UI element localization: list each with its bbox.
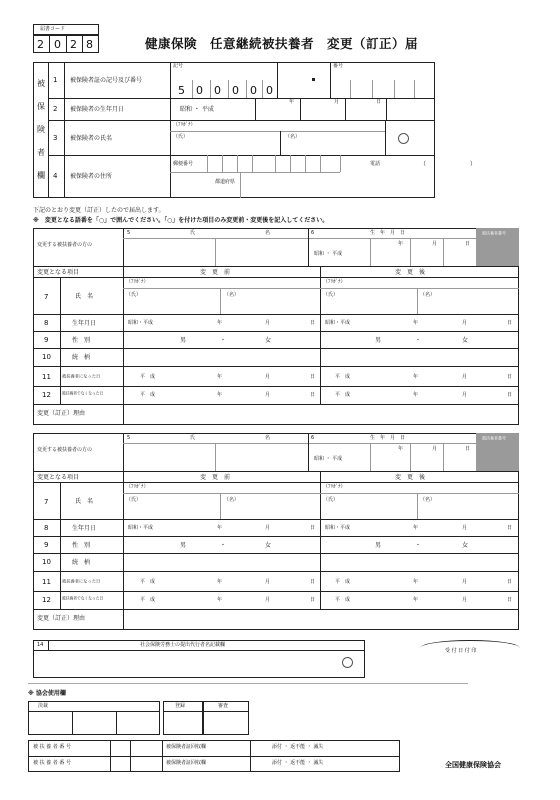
stamp-label: 受 付 日 付 印 [445,648,477,654]
day-label: 日 [507,597,513,603]
organization-name: 全国健康保険協会 [445,761,501,769]
return-options: 添付 ・ 返不能 ・ 滅失 [272,744,324,750]
tel-paren-close: ） [470,161,477,168]
row-number: 2 [53,105,58,113]
surname-label: （氏） [126,292,142,298]
female-option[interactable]: 女 [265,542,272,549]
male-option[interactable]: 男 [375,542,382,549]
tel-paren-open: （ [420,161,427,168]
ceased-dependent-label: 被扶養者でなくなった日 [62,596,104,601]
birth-row-label: 生年月日 [72,525,97,532]
year-label: 年 [217,392,223,398]
year-label: 年 [413,392,419,398]
era-label: 平 成 [335,579,351,585]
day-label: 日 [376,99,382,105]
mei-label: 名 [265,230,271,236]
female-option[interactable]: 女 [462,542,469,549]
year-label: 年 [217,320,223,326]
dependent-block-1 [33,228,519,425]
surname-label: （氏） [323,497,339,503]
insured-side-char: 被 [37,79,45,88]
row-number: 3 [53,134,58,142]
furigana-label: （ﾌﾘｶﾞﾅ） [126,279,149,285]
era-options: 昭和・平成 [128,525,154,531]
form-code-digit: 2 [70,38,77,51]
furigana-label: （ﾌﾘｶﾞﾅ） [126,484,149,490]
after-label: 変 更 後 [395,474,426,481]
insured-number-digit: 0 [214,84,221,97]
dependent-number-label: 被扶養者番号 [482,231,507,236]
item-label: 変更となる項目 [37,269,80,276]
card-return-label: 被保険者証回収欄 [166,744,207,750]
name-label: 氏 名 [75,293,94,300]
prefecture-label: 都道府県 [215,179,236,185]
surname-label: （氏） [173,134,189,140]
who-label: 変更する被扶養者の方の [37,242,93,248]
era-options: 昭和 ・ 平成 [180,106,214,113]
row-number: 8 [44,319,49,327]
became-dependent-label: 被扶養者になった日 [62,374,101,380]
ceased-dependent-label: 被扶養者でなくなった日 [62,391,104,396]
gender-sep: ・ [220,337,227,344]
era-label: 平 成 [140,579,156,585]
gender-sep: ・ [415,542,422,549]
postal-label: 郵便番号 [173,161,194,167]
insured-number-digit: 5 [178,84,185,97]
month-label: 月 [462,320,468,326]
day-label: 日 [310,579,316,585]
row-number: 7 [44,498,49,506]
return-options: 添付 ・ 返不能 ・ 滅失 [272,760,324,766]
insured-number-digit: 0 [266,84,273,97]
row-number: 8 [44,524,49,532]
insured-number-digit: 0 [232,84,239,97]
era-options: 昭和・平成 [325,525,351,531]
before-label: 変 更 前 [200,269,231,276]
bango-label: 番号 [333,63,344,69]
year-label: 年 [413,579,419,585]
seal-mark-icon [342,657,353,668]
insured-side-char: 者 [37,148,45,157]
era-options: 昭和・平成 [128,320,154,326]
era-label: 平 成 [140,374,156,380]
n5-label: 5 [127,230,131,236]
month-label: 月 [462,525,468,531]
female-option[interactable]: 女 [265,337,272,344]
month-label: 月 [265,392,271,398]
page-title: 健康保険 任意継続被扶養者 変更（訂正）届 [145,36,419,51]
furigana-label: （ﾌﾘｶﾞﾅ） [323,484,346,490]
shi-label: 氏 [190,435,196,441]
month-label: 月 [432,241,438,247]
shi-label: 氏 [190,230,196,236]
instruction-line-2: ※ 変更となる語番を「○」で囲んでください。「○」を付けた項目のみ変更前・変更後を記入してください。 [33,217,329,224]
dependent-block-2 [33,433,519,630]
given-name-label: （名） [224,292,240,298]
gender-sep: ・ [415,337,422,344]
gender-sep: ・ [220,542,227,549]
association-title: ※ 協会使用欄 [28,690,66,697]
year-label: 年 [289,99,295,105]
day-label: 日 [507,320,513,326]
insured-number-digit: 0 [196,84,203,97]
birth-label: 生 年 月 日 [370,435,406,441]
given-name-label: （名） [285,134,301,140]
birth-label: 生 年 月 日 [370,230,406,236]
month-label: 月 [265,597,271,603]
reason-label: 変更（訂正）理由 [37,615,86,622]
dependent-number-label: 被扶養者番号 [482,436,507,441]
era-label: 平 成 [335,374,351,380]
row-number: 4 [53,172,58,180]
given-name-label: （名） [420,292,436,298]
reason-label: 変更（訂正）理由 [37,410,86,417]
n6-label: 6 [311,435,315,441]
day-label: 日 [310,597,316,603]
era-label: 平 成 [335,392,351,398]
month-label: 月 [265,374,271,380]
era-options: 昭和 ・ 平成 [314,456,343,462]
given-name-label: （名） [420,497,436,503]
row-number: 9 [44,336,49,344]
year-label: 年 [217,525,223,531]
furigana-label: （ﾌﾘｶﾞﾅ） [173,122,196,128]
before-label: 変 更 前 [200,474,231,481]
day-label: 日 [465,446,471,452]
after-label: 変 更 後 [395,269,426,276]
male-option[interactable]: 男 [180,542,187,549]
seal-mark-icon [398,133,409,144]
month-label: 月 [265,579,271,585]
row-number: 12 [42,391,51,399]
female-option[interactable]: 女 [462,337,469,344]
kessai-label: 決裁 [38,703,49,709]
month-label: 月 [462,392,468,398]
form-code-digit: 2 [37,38,44,51]
n5-label: 5 [127,435,131,441]
became-dependent-label: 被扶養者になった日 [62,579,101,585]
given-name-label: （名） [224,497,240,503]
kigo-label: 記号 [173,63,184,69]
dependent-number-label: 被 扶 養 者 番 号 [33,744,71,750]
year-label: 年 [413,525,419,531]
year-label: 年 [413,597,419,603]
era-options: 昭和・平成 [325,320,351,326]
gender-label: 性 別 [72,337,91,344]
year-label: 年 [398,446,404,452]
month-label: 月 [462,579,468,585]
month-label: 月 [334,99,340,105]
row-number: 12 [42,596,51,604]
row-number: 10 [42,558,51,566]
relation-label: 続 柄 [72,559,91,566]
month-label: 月 [432,446,438,452]
insured-side-char: 欄 [37,171,45,180]
insured-birth-label: 被保険者の生年月日 [70,106,125,113]
month-label: 月 [462,597,468,603]
row-number: 10 [42,353,51,361]
day-label: 日 [310,320,316,326]
tel-label: 電話 [370,161,381,167]
day-label: 日 [507,525,513,531]
year-label: 年 [217,374,223,380]
mei-label: 名 [265,435,271,441]
card-return-label: 被保険者証回収欄 [166,760,207,766]
birth-row-label: 生年月日 [72,320,97,327]
instruction-line-1: 下記のとおり変更（訂正）したので届出します。 [33,207,165,214]
row-number: 9 [44,541,49,549]
form-code-digit: 0 [54,38,61,51]
form-code-digit: 8 [86,38,93,51]
agent-label: 社会保険労務士の提出代行者名記載欄 [140,642,226,648]
day-label: 日 [310,392,316,398]
year-label: 年 [217,597,223,603]
form-code-label: 届書コード [40,26,66,32]
era-label: 平 成 [335,597,351,603]
year-label: 年 [217,579,223,585]
furigana-label: （ﾌﾘｶﾞﾅ） [323,279,346,285]
insured-side-char: 険 [37,125,45,134]
row-number: 7 [44,293,49,301]
insured-card-label: 被保険者証の記号及び番号 [70,77,143,84]
era-label: 平 成 [140,597,156,603]
male-option[interactable]: 男 [180,337,187,344]
insured-address-label: 被保険者の住所 [70,173,113,180]
toroku-label: 登録 [175,703,186,709]
row-number: 1 [53,76,58,84]
insured-name-label: 被保険者の氏名 [70,135,113,142]
who-label: 変更する被扶養者の方の [37,447,93,453]
surname-label: （氏） [126,497,142,503]
insured-number-digit: 0 [250,84,257,97]
gender-label: 性 別 [72,542,91,549]
row-number: 11 [42,373,51,381]
day-label: 日 [465,241,471,247]
item-label: 変更となる項目 [37,474,80,481]
insured-side-char: 保 [37,102,45,111]
shinsa-label: 審査 [218,703,229,709]
month-label: 月 [462,374,468,380]
dependent-number-label: 被 扶 養 者 番 号 [33,760,71,766]
row-number: 11 [42,578,51,586]
year-label: 年 [413,320,419,326]
male-option[interactable]: 男 [375,337,382,344]
surname-label: （氏） [323,292,339,298]
era-label: 平 成 [140,392,156,398]
day-label: 日 [507,392,513,398]
name-label: 氏 名 [75,498,94,505]
day-label: 日 [310,525,316,531]
day-label: 日 [507,579,513,585]
year-label: 年 [398,241,404,247]
relation-label: 続 柄 [72,354,91,361]
day-label: 日 [507,374,513,380]
era-options: 昭和 ・ 平成 [314,251,343,257]
month-label: 月 [265,320,271,326]
n14-label: 14 [37,642,44,648]
day-label: 日 [310,374,316,380]
n6-label: 6 [311,230,315,236]
month-label: 月 [265,525,271,531]
year-label: 年 [413,374,419,380]
